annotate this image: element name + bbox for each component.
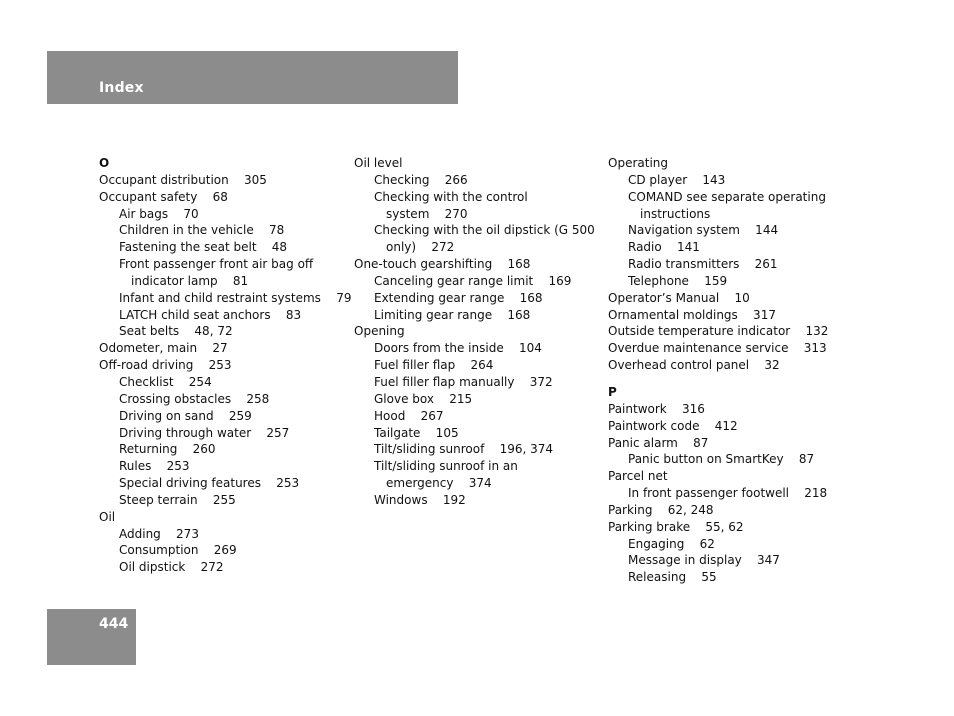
index-entry: Parcel net xyxy=(608,469,668,484)
index-entry: LATCH child seat anchors 83 xyxy=(119,307,302,322)
index-entry: Special driving features 253 xyxy=(119,476,300,491)
index-entry: Radio transmitters 261 xyxy=(628,257,778,272)
index-entry: Operating xyxy=(608,156,668,170)
index-entry: Extending gear range 168 xyxy=(374,290,543,305)
index-entry: Infant and child restraint systems 79 xyxy=(119,290,352,305)
index-entry: Paintwork 316 xyxy=(608,401,705,416)
index-entry: Checking with the oil dipstick (G 500 xyxy=(374,223,595,238)
index-entry: Windows 192 xyxy=(374,492,466,507)
index-entry: Driving on sand 259 xyxy=(119,408,252,423)
index-column-1 xyxy=(99,155,351,576)
index-entry: Rules 253 xyxy=(119,459,190,474)
index-entry: Consumption 269 xyxy=(119,543,237,558)
index-entry: Oil dipstick 272 xyxy=(119,560,224,575)
index-entry: only) 272 xyxy=(386,240,455,255)
index-entry: Hood 267 xyxy=(374,408,444,423)
index-entry: Off-road driving 253 xyxy=(99,358,232,373)
index-entry: Fuel filler flap 264 xyxy=(374,358,494,373)
index-entry: Oil level xyxy=(354,156,403,170)
index-entry: Outside temperature indicator 132 xyxy=(608,324,829,339)
index-entry: Fastening the seat belt 48 xyxy=(119,240,288,255)
index-entry: Parking brake 55, 62 xyxy=(608,519,744,534)
index-entry: Tailgate 105 xyxy=(374,425,459,440)
index-entry: Opening xyxy=(354,324,405,339)
index-entry: Crossing obstacles 258 xyxy=(119,391,270,406)
index-entry: Children in the vehicle 78 xyxy=(119,223,285,238)
section-letter: O xyxy=(99,156,110,170)
index-entry: indicator lamp 81 xyxy=(131,273,249,288)
index-entry: Paintwork code 412 xyxy=(608,418,738,433)
index-entry: Fuel filler flap manually 372 xyxy=(374,374,553,389)
index-entry: Panic alarm 87 xyxy=(608,435,709,450)
index-entry: Canceling gear range limit 169 xyxy=(374,273,572,288)
index-entry: Checklist 254 xyxy=(119,374,212,389)
index-entry: Steep terrain 255 xyxy=(119,492,236,507)
index-entry: Releasing 55 xyxy=(628,570,717,585)
index-entry: Odometer, main 27 xyxy=(99,341,228,356)
index-entry: In front passenger footwell 218 xyxy=(628,486,828,501)
index-entry: Doors from the inside 104 xyxy=(374,341,542,356)
index-entry: Tilt/sliding sunroof in an xyxy=(374,459,518,474)
index-entry: emergency 374 xyxy=(386,476,492,491)
index-entry: Tilt/sliding sunroof 196, 374 xyxy=(374,442,554,457)
index-column-2 xyxy=(354,155,595,509)
index-entry: Air bags 70 xyxy=(119,206,199,221)
header-bar xyxy=(47,51,458,104)
index-entry: Engaging 62 xyxy=(628,536,715,551)
index-entry: Navigation system 144 xyxy=(628,223,779,238)
index-entry: Parking 62, 248 xyxy=(608,502,714,517)
index-entry: Returning 260 xyxy=(119,442,216,457)
index-entry: One-touch gearshifting 168 xyxy=(354,257,531,272)
index-entry: Telephone 159 xyxy=(628,273,728,288)
page-tab xyxy=(47,609,136,665)
index-entry: Driving through water 257 xyxy=(119,425,290,440)
spacer xyxy=(608,374,828,384)
page-title: Index xyxy=(99,80,144,96)
index-entry: COMAND see separate operating xyxy=(628,189,826,204)
index-entry: Oil xyxy=(99,509,116,524)
index-entry: Checking with the control xyxy=(374,189,528,204)
page-number: 444 xyxy=(99,616,129,632)
index-entry: Adding 273 xyxy=(119,526,199,541)
index-entry: Overdue maintenance service 313 xyxy=(608,341,827,356)
index-entry: Occupant distribution 305 xyxy=(99,172,267,187)
index-entry: system 270 xyxy=(386,206,468,221)
index-entry: Radio 141 xyxy=(628,240,700,255)
index-entry: Checking 266 xyxy=(374,172,468,187)
index-entry: Seat belts 48, 72 xyxy=(119,324,233,339)
index-entry: Occupant safety 68 xyxy=(99,189,228,204)
index-entry: Limiting gear range 168 xyxy=(374,307,531,322)
index-entry: Glove box 215 xyxy=(374,391,473,406)
index-entry: instructions xyxy=(640,206,711,221)
index-entry: Overhead control panel 32 xyxy=(608,358,780,373)
index-entry: CD player 143 xyxy=(628,172,726,187)
section-letter: P xyxy=(608,384,617,399)
index-column-3 xyxy=(608,155,828,586)
index-entry: Front passenger front air bag off xyxy=(119,257,314,272)
index-entry: Panic button on SmartKey 87 xyxy=(628,452,815,467)
index-entry: Message in display 347 xyxy=(628,553,780,568)
index-entry: Operator’s Manual 10 xyxy=(608,290,750,305)
index-entry: Ornamental moldings 317 xyxy=(608,307,776,322)
